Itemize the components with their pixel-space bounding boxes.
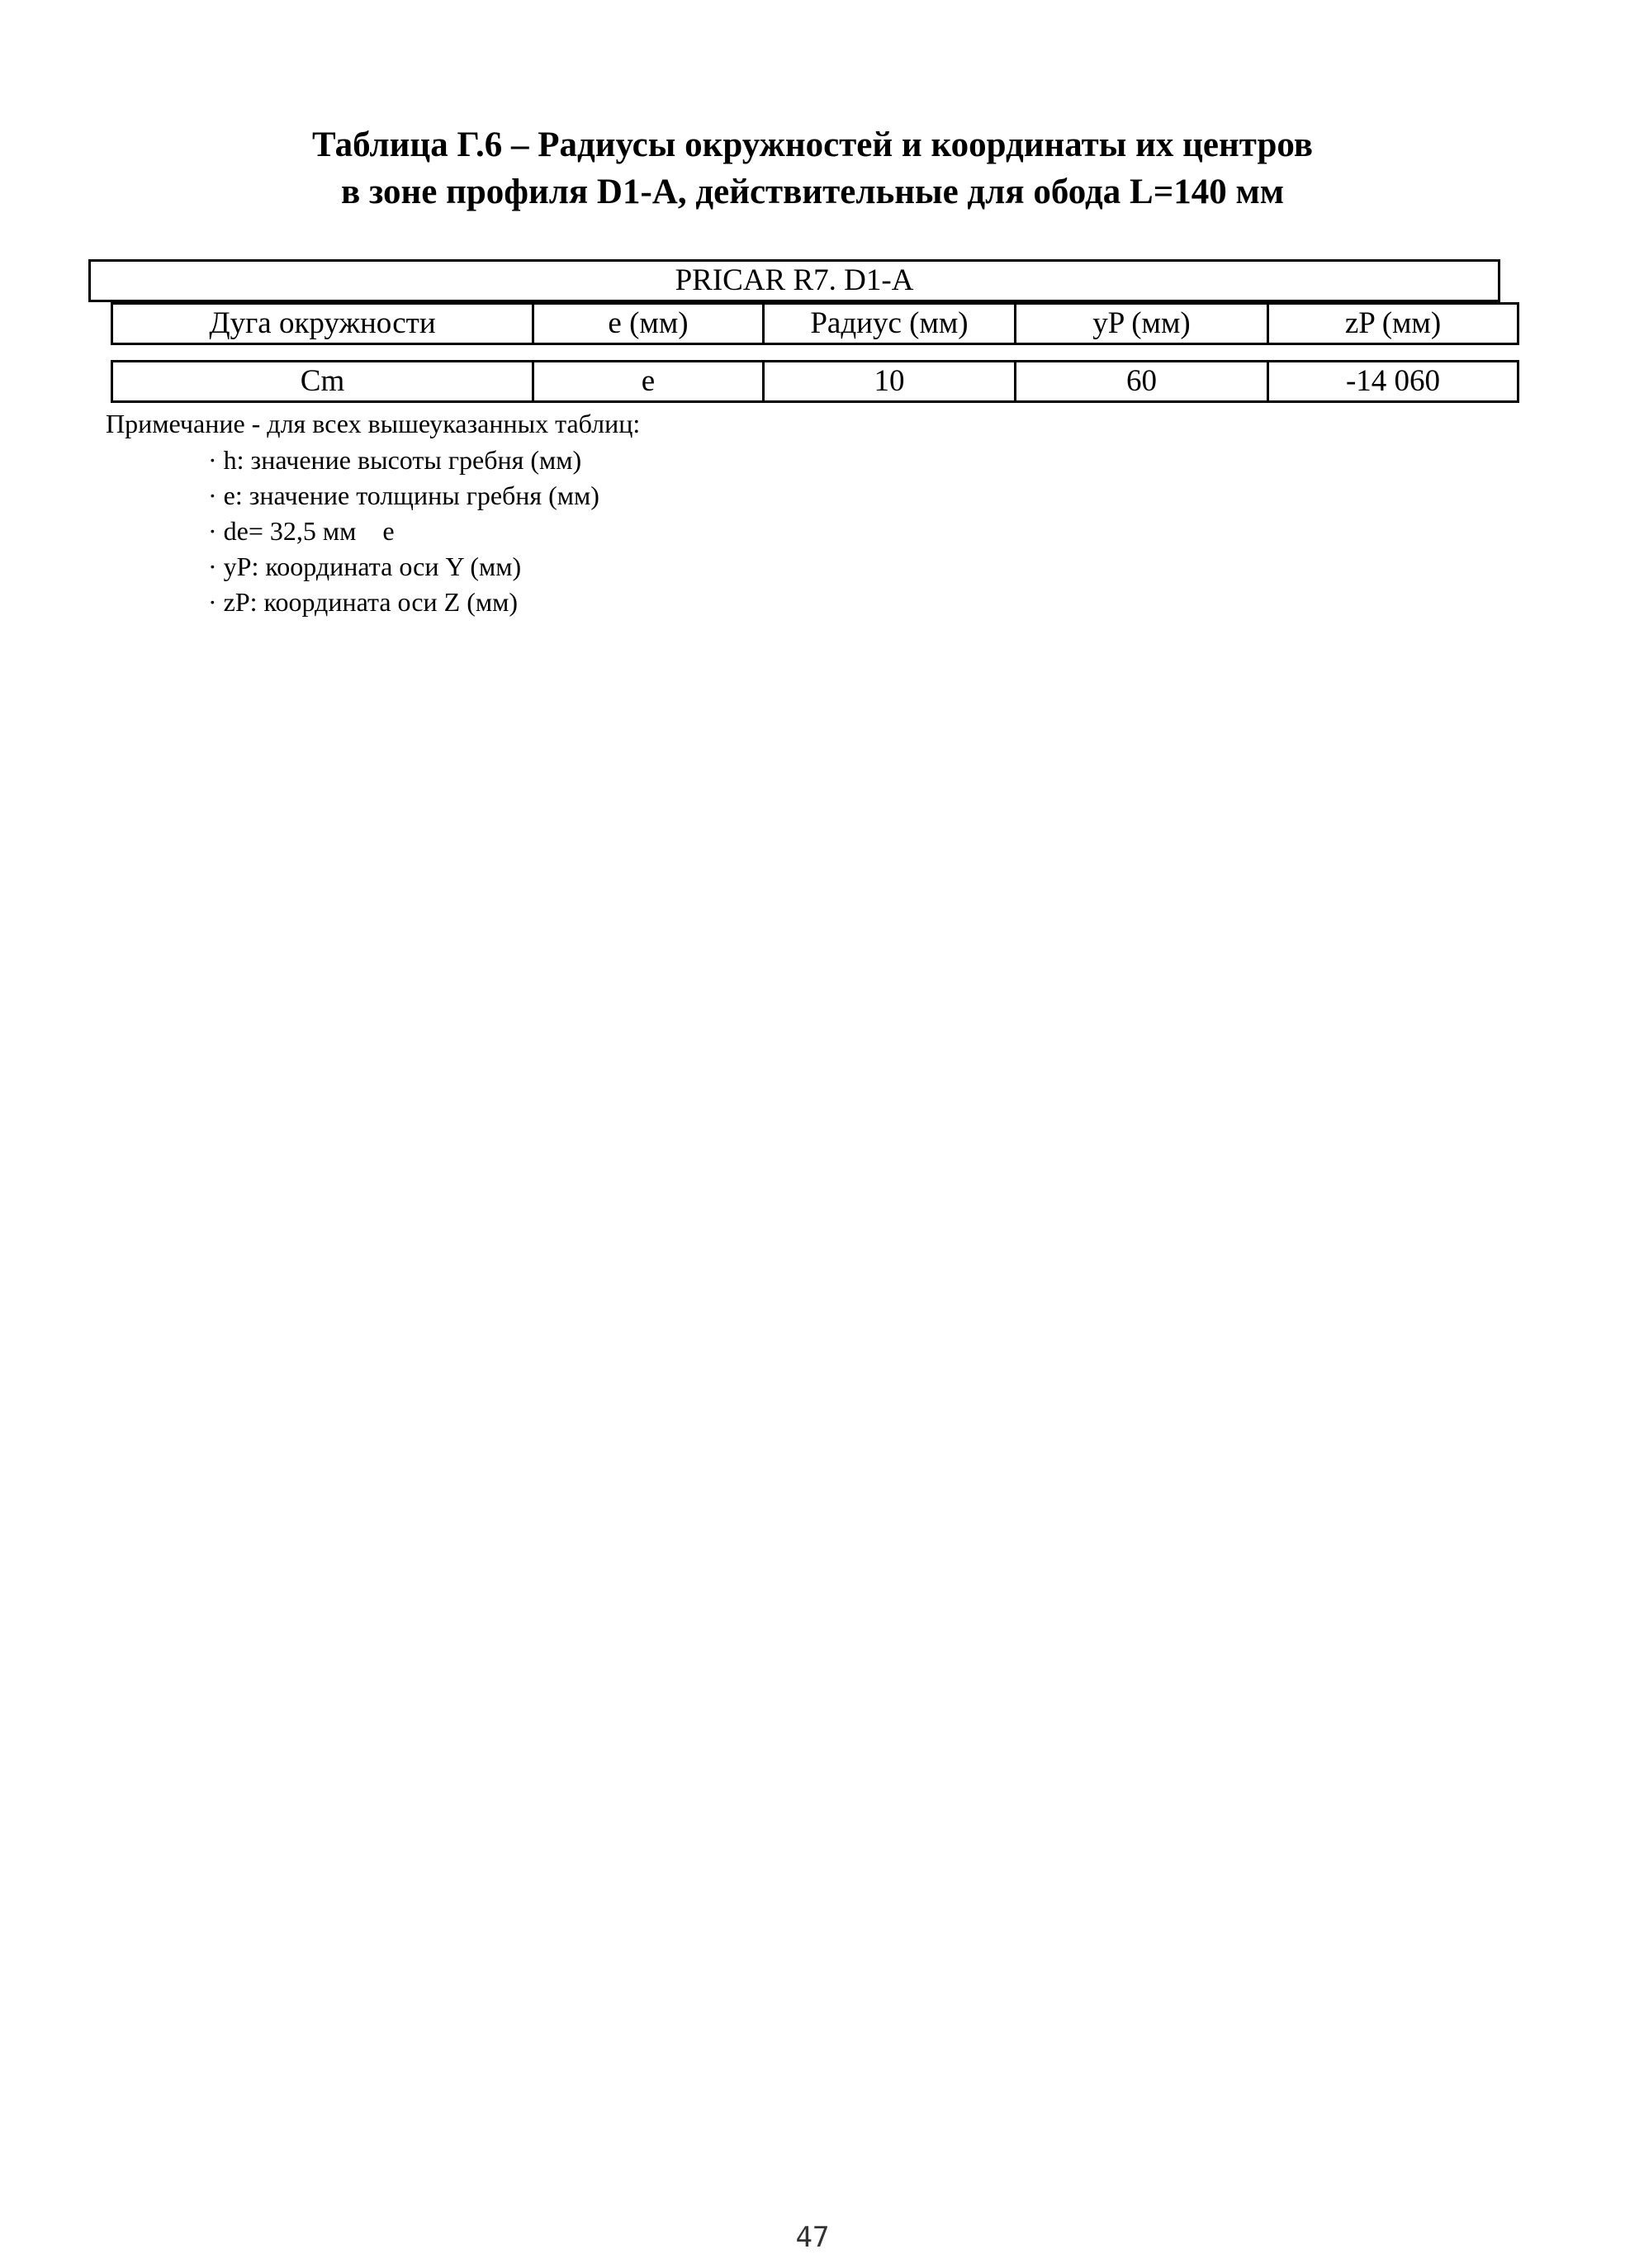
header-yp: yP (мм) — [1016, 305, 1269, 343]
table-caption: PRICAR R7. D1-A — [88, 259, 1500, 302]
note-heading: Примечание - для всех вышеуказанных таблиц: — [106, 409, 641, 438]
note-item-yp: · yP: координата оси Y (мм) — [208, 552, 522, 581]
cell-radius: 10 — [765, 362, 1016, 400]
table-row — [111, 360, 1519, 403]
table-header-row — [111, 302, 1519, 345]
note-item-h: · h: значение высоты гребня (мм) — [208, 445, 582, 475]
note-item-zp: · zP: координата оси Z (мм) — [208, 587, 519, 617]
page-number: 47 — [795, 2221, 830, 2254]
cell-yp: 60 — [1016, 362, 1269, 400]
header-arc: Дуга окружности — [113, 305, 534, 343]
note-list — [208, 443, 599, 620]
table-title-line-1: Таблица Г.6 – Радиусы окружностей и координаты их центров — [311, 125, 1314, 164]
header-radius: Радиус (мм) — [765, 305, 1016, 343]
table-title-line-2: в зоне профиля D1-A, действительные для обода L=140 мм — [340, 173, 1285, 211]
cell-zp: -14 060 — [1345, 364, 1441, 398]
cell-arc: Cm — [113, 362, 534, 400]
note-item-de: · de= 32,5 мм e — [208, 516, 395, 546]
header-zp: zP (мм) — [1344, 306, 1442, 340]
header-e: e (мм) — [534, 305, 765, 343]
cell-e: e — [534, 362, 765, 400]
note-item-e: · e: значение толщины гребня (мм) — [208, 481, 599, 510]
